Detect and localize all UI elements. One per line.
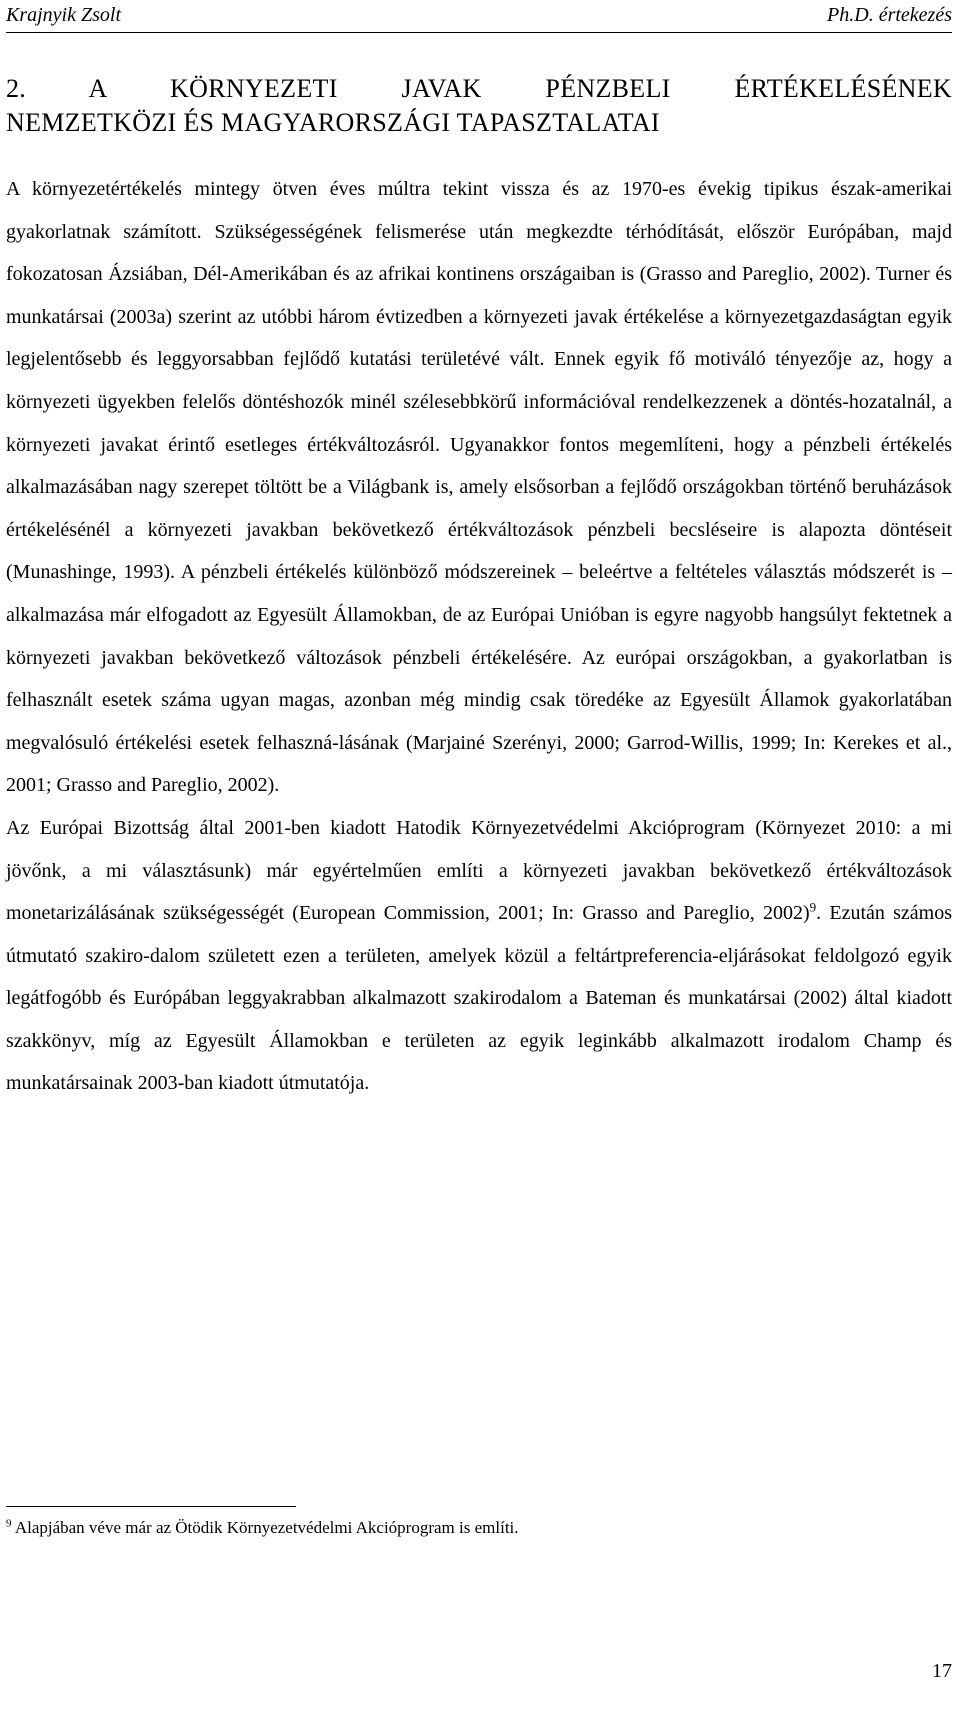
header-author: Krajnyik Zsolt bbox=[6, 4, 122, 26]
running-header bbox=[6, 2, 952, 34]
paragraph-2 bbox=[6, 807, 952, 1105]
header-rule bbox=[6, 32, 952, 33]
chapter-title bbox=[6, 72, 952, 140]
footnote-separator bbox=[6, 1506, 296, 1507]
footnote-number: 9 bbox=[6, 1517, 12, 1530]
chapter-title-line-1: 2. A KÖRNYEZETI JAVAK PÉNZBELI ÉRTÉKELÉSÉNEK bbox=[6, 74, 952, 103]
paragraph-2-part-1: Az Európai Bizottság által 2001-ben kiadott Hatodik Környezetvédelmi Akcióprogram (Környezet 2010: a mi jövőnk, a mi választásunk) már egyértelműen említi a környezeti javakban bekövetkező értékváltozások monetarizálásának szükségességét (European Commission, 2001; In: Grasso and Pareglio, 2002) bbox=[6, 816, 952, 925]
page-number: 17 bbox=[932, 1660, 952, 1682]
body-text bbox=[6, 168, 952, 1105]
footnote-text: Alapjában véve már az Ötödik Környezetvédelmi Akcióprogram is említi. bbox=[14, 1518, 519, 1537]
footnote-reference[interactable]: 9 bbox=[809, 899, 817, 915]
chapter-title-line-2: NEMZETKÖZI ÉS MAGYARORSZÁGI TAPASZTALATAI bbox=[6, 108, 660, 137]
paragraph-2-part-2: . Ezután számos útmutató szakiro-dalom született ezen a területen, amelyek közül a feltártpreferencia-eljárásokat feldolgozó egyik legátfogóbb és Európában leggyakrabban alkalmazott szakirodalom a Bateman és munkatársai (2002) által kiadott szakkönyv, míg az Egyesült Államokban e területen az egyik leginkább alkalmazott irodalom Champ és munkatársainak 2003-ban kiadott útmutatója. bbox=[6, 902, 952, 1095]
paragraph-1: A környezetértékelés mintegy ötven éves múltra tekint vissza és az 1970-es évekig tipikus észak-amerikai gyakorlatnak számított. Szükségességének felismerése után megkezdte térhódítását, először Európában, majd fokozatosan Ázsiában, Dél-Amerikában és az afrikai kontinens országaiban is (Grasso and Pareglio, 2002). Turner és munkatársai (2003a) szerint az utóbbi három évtizedben a környezeti javak értékelése a környezetgazdaságtan egyik legjelentősebb és leggyorsabban fejlődő kutatási területévé vált. Ennek egyik fő motiváló tényezője az, hogy a környezeti ügyekben felelős döntéshozók minél szélesebbkörű információval rendelkezzenek a döntés-hozatalnál, a környezeti javakat érintő esetleges értékváltozásról. Ugyanakkor fontos megemlíteni, hogy a pénzbeli értékelés alkalmazásában nagy szerepet töltött be a Világbank is, amely elsősorban a fejlődő országokban történő beruházások értékelésénél a környezeti javakban bekövetkező értékváltozások pénzbeli becsléseire is alapozta döntéseit (Munashinge, 1993). A pénzbeli értékelés különböző módszereinek – beleértve a feltételes választás módszerét is – alkalmazása már elfogadott az Egyesült Államokban, de az Európai Unióban is egyre nagyobb hangsúlyt fektetnek a környezeti javakban bekövetkező változások pénzbeli értékelésére. Az európai országokban, a gyakorlatban is felhasznált esetek száma ugyan magas, azonban még mindig csak töredéke az Egyesült Államok gyakorlatában megvalósuló értékelési esetek felhaszná-lásának (Marjainé Szerényi, 2000; Garrod-Willis, 1999; In: Kerekes et al., 2001; Grasso and Pareglio, 2002). bbox=[6, 178, 952, 797]
header-doc-type: Ph.D. értekezés bbox=[827, 4, 952, 26]
footnote bbox=[6, 1516, 952, 1540]
